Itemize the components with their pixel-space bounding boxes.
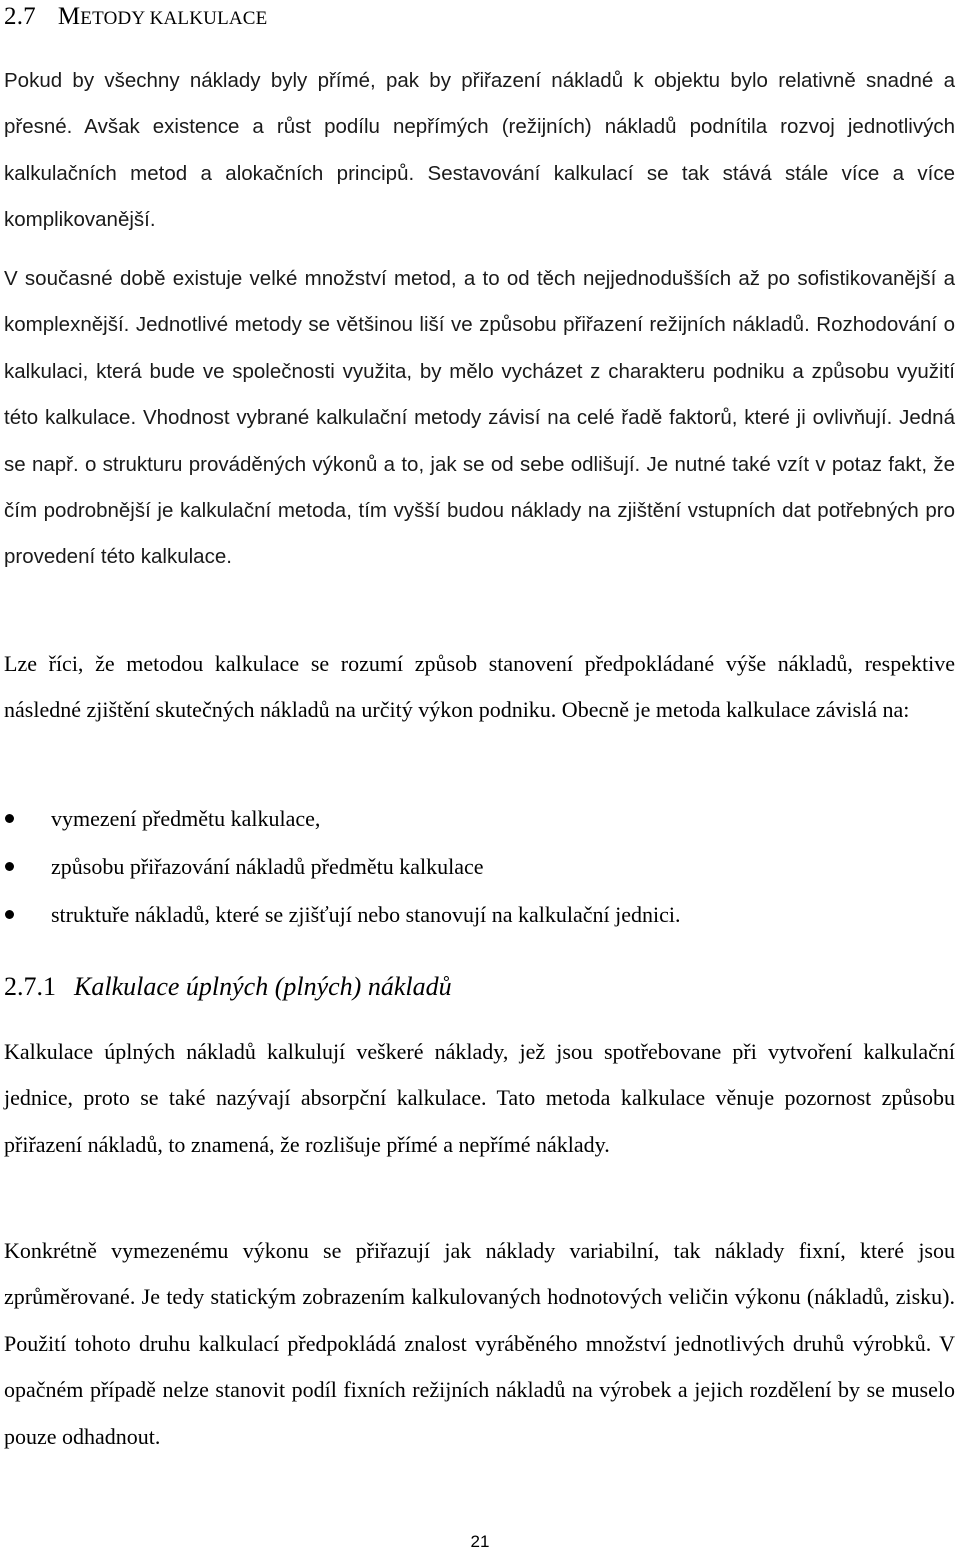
section-title-rest: ETODY KALKULACE bbox=[80, 8, 268, 29]
list-item-text: způsobu přiřazování nákladů předmětu kalkulace bbox=[51, 854, 484, 879]
list-item-text: struktuře nákladů, které se zjišťují nebo stanovují na kalkulační jednici. bbox=[51, 902, 681, 927]
bullet-list bbox=[4, 795, 955, 939]
subsection-title: Kalkulace úplných (plných) nákladů bbox=[74, 972, 452, 1001]
list-item bbox=[4, 843, 955, 891]
list-item bbox=[4, 795, 955, 843]
paragraph-definition: Lze říci, že metodou kalkulace se rozumí způsob stanovení předpokládané výše nákladů, respektive následné zjištění skutečných nákladů na určitý výkon podniku. Obecně je metoda kalkulace závislá na: bbox=[4, 651, 955, 723]
subsection-number: 2.7.1 bbox=[4, 972, 56, 1001]
bullet-icon bbox=[5, 814, 14, 823]
paragraph-full-costing: Kalkulace úplných nákladů kalkulují veškeré náklady, jež jsou spotřebovane při vytvoření kalkulační jednice, proto se také nazývají absorpční kalkulace. Tato metoda kalkulace věnuje pozornost způsobu přiřazení nákladů, to znamená, že rozlišuje přímé a nepřímé náklady. bbox=[4, 1039, 955, 1157]
list-item bbox=[4, 891, 955, 939]
section-title-initial: M bbox=[57, 3, 81, 30]
paragraph-intro: Pokud by všechny náklady byly přímé, pak by přiřazení nákladů k objektu bylo relativně snadné a přesné. Avšak existence a růst podílu nepřímých (režijních) nákladů podnítila rozvoj jednotlivých kalkulačních metod a alokačních principů. Sestavování kalkulací se tak stává stále více a více komplikovanější. bbox=[4, 69, 955, 232]
section-number: 2.7 bbox=[4, 3, 36, 30]
paragraph-methods: V současné době existuje velké množství metod, a to od těch nejjednodušších až po sofistikovanější a komplexnější. Jednotlivé metody se většinou liší ve způsobu přiřazení režijních nákladů. Rozhodování o kalkulaci, která bude ve společnosti využita, by mělo vycházet z charakteru podniku a způsobu využití této kalkulace. Vhodnost vybrané kalkulační metody závisí na celé řadě faktorů, které ji ovlivňují. Jedná se např. o strukturu prováděných výkonů a to, jak se od sebe odlišují. Je nutné také vzít v potaz fakt, že čím podrobnější je kalkulační metoda, tím vyšší budou náklady na zjištění vstupních dat potřebných pro provedení této kalkulace. bbox=[4, 267, 955, 569]
bullet-icon bbox=[5, 910, 14, 919]
section-heading bbox=[4, 2, 267, 34]
bullet-icon bbox=[5, 862, 14, 871]
paragraph-assignment: Konkrétně vymezenému výkonu se přiřazují jak náklady variabilní, tak náklady fixní, které jsou zprůměrované. Je tedy statickým zobrazením kalkulovaných hodnotových veličin výkonu (nákladů, zisku). Použití tohoto druhu kalkulací předpokládá znalost vyráběného množství jednotlivých druhů výrobků. V opačném případě nelze stanovit podíl fixních režijních nákladů na výrobek a jejich rozdělení by se muselo pouze odhadnout. bbox=[4, 1238, 955, 1449]
list-item-text: vymezení předmětu kalkulace, bbox=[51, 806, 321, 831]
subsection-heading bbox=[4, 970, 452, 1004]
page-number: 21 bbox=[470, 1532, 490, 1551]
